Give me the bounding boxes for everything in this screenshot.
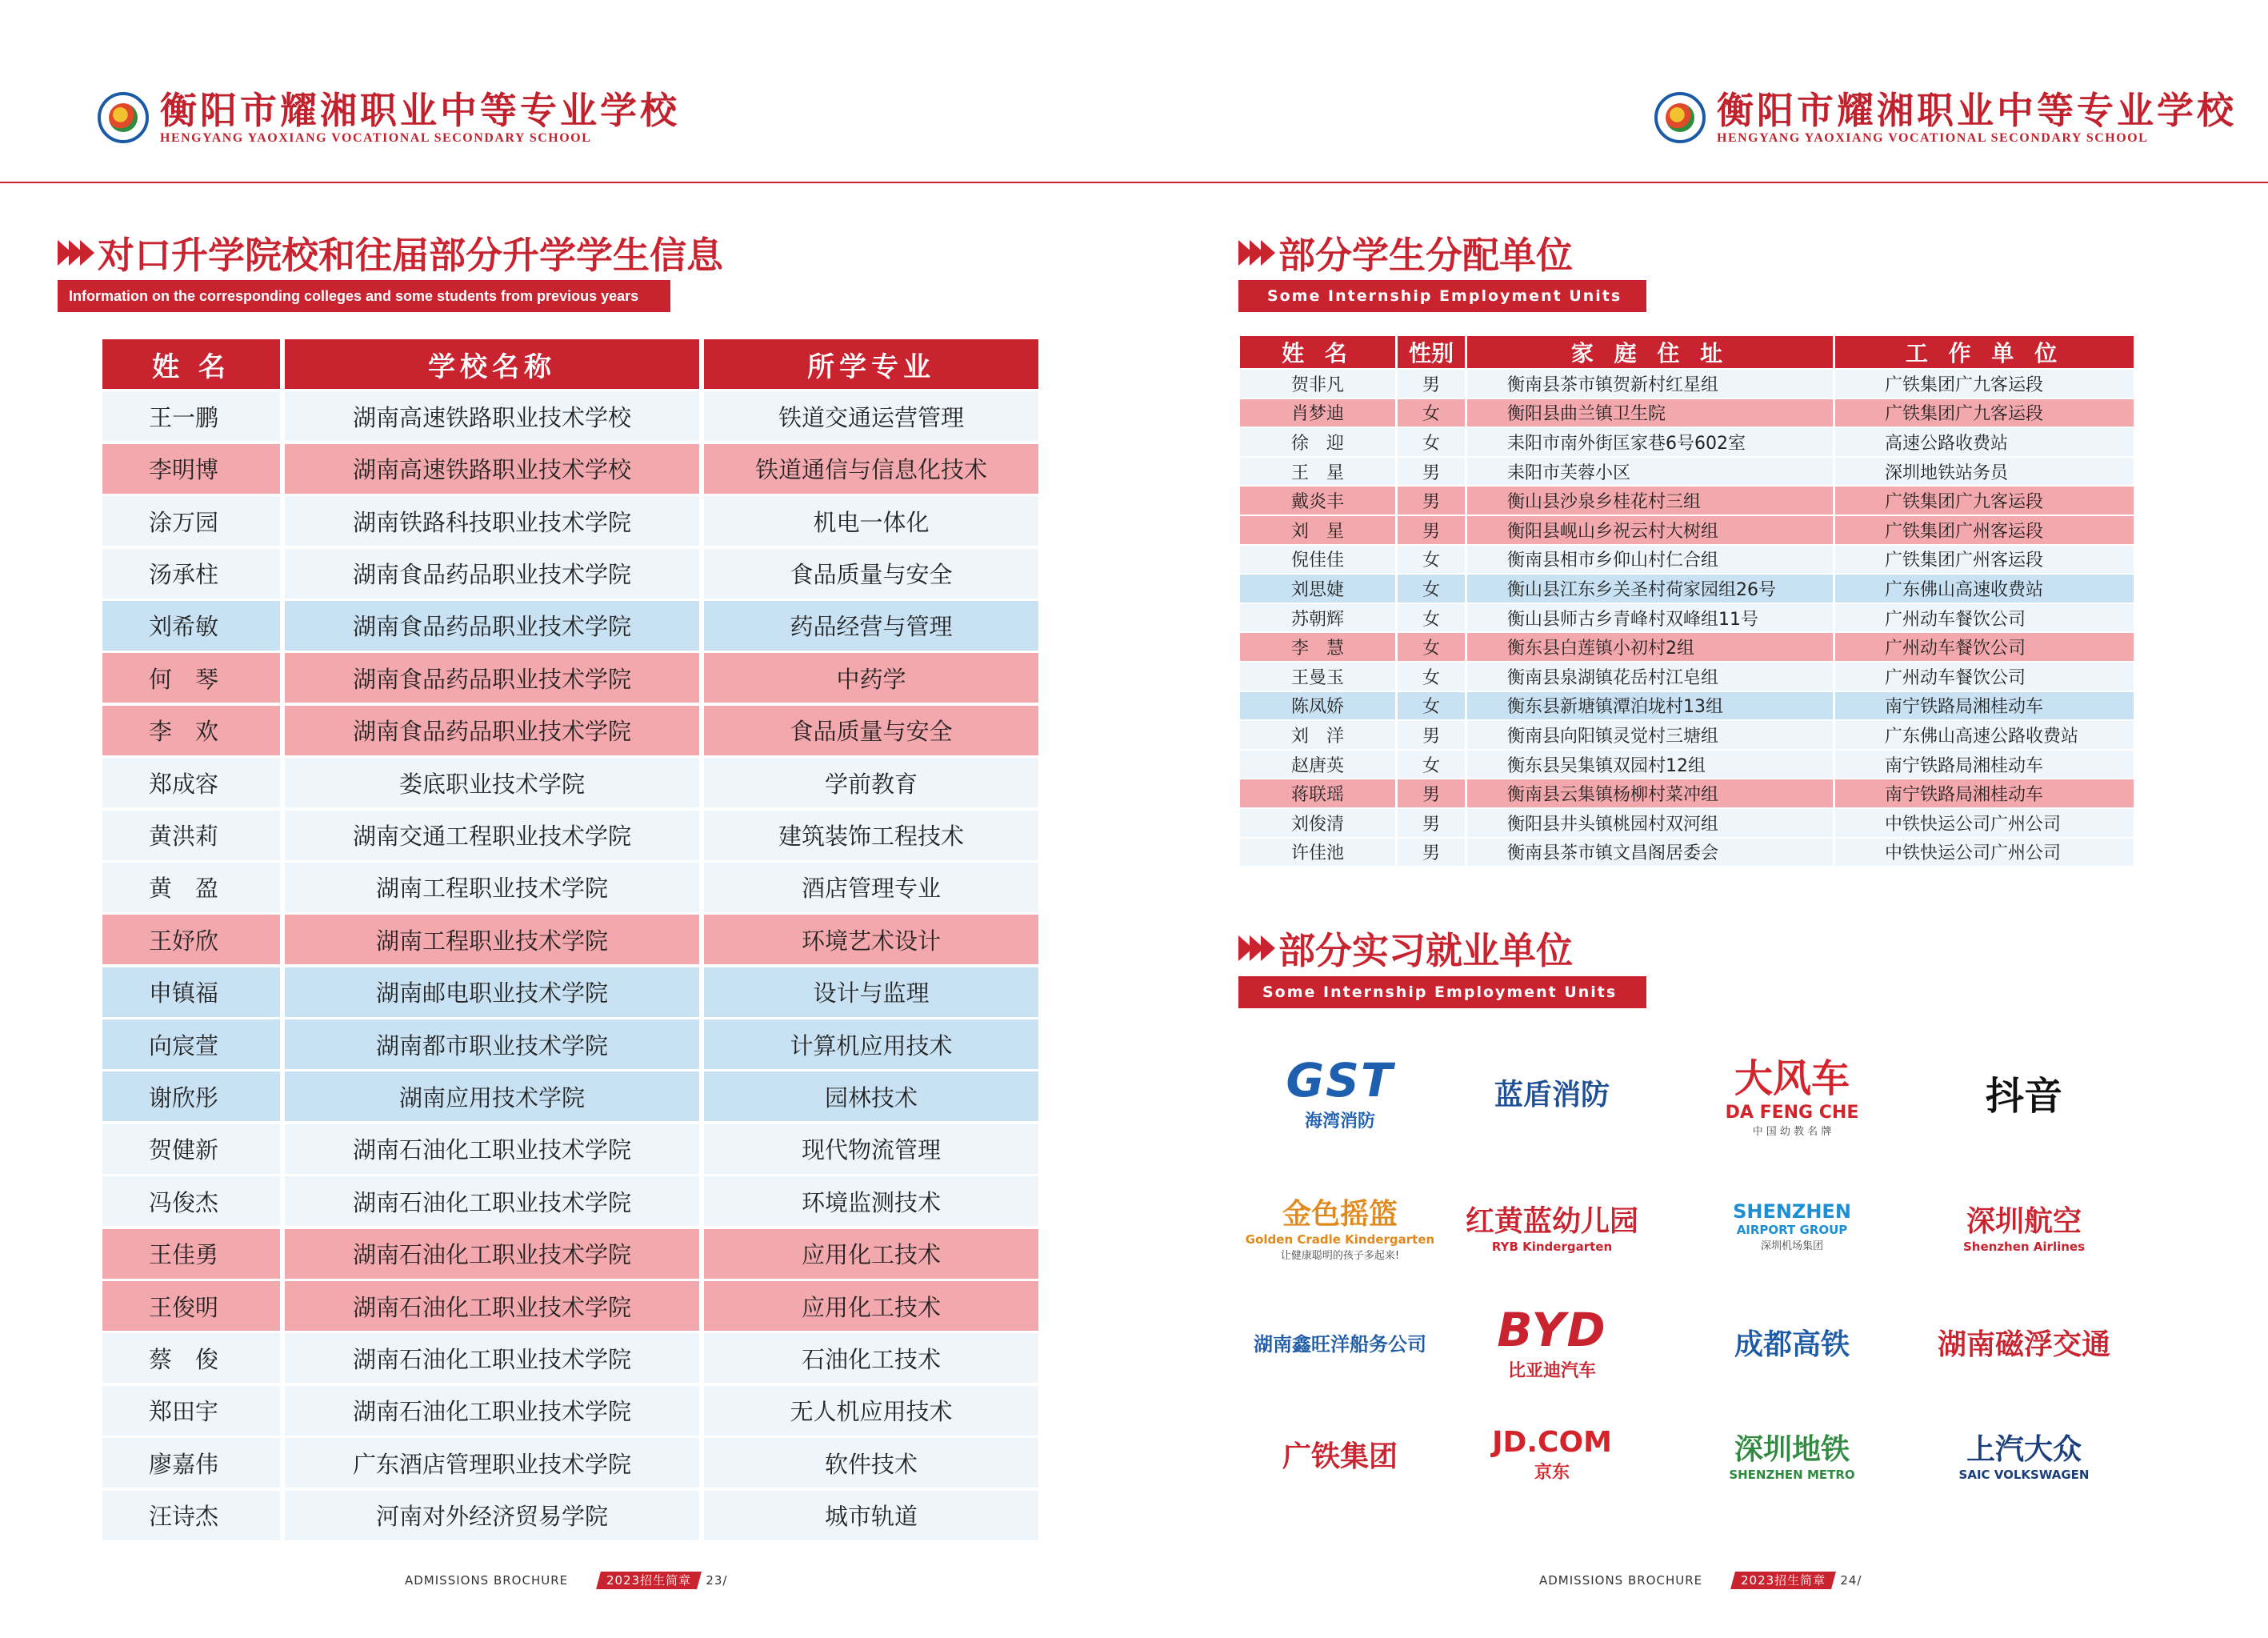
major-name: 设计与监理 [704,967,1038,1017]
table-row [1240,663,2134,691]
partner-logo-subtitle: Shenzhen Airlines [1962,1240,2086,1254]
major-name: 园林技术 [704,1071,1038,1121]
employee-gender: 女 [1398,575,1465,603]
employee-gender: 女 [1398,633,1465,661]
partner-logo-name: 大风车 [1734,1055,1850,1101]
school-name: 湖南食品药品职业技术学院 [285,549,699,599]
table-row [1240,809,2134,837]
table-row [102,549,1038,599]
table-row [102,444,1038,494]
student-admission-table [102,339,1038,1543]
table-row [1240,546,2134,574]
table-row [1240,779,2134,807]
partner-logo-name: 深圳航空 [1966,1205,2082,1238]
student-name: 何 琴 [102,653,280,703]
employee-name: 刘思婕 [1240,575,1395,603]
school-name: 湖南工程职业技术学院 [285,863,699,912]
home-address: 衡南县茶市镇贺新村红星组 [1467,370,1833,398]
table-header-row [102,339,1038,389]
school-name: 娄底职业技术学院 [285,758,699,807]
partner-logo-subtitle: 比亚迪汽车 [1507,1361,1596,1381]
employee-gender: 男 [1398,487,1465,515]
home-address: 耒阳市南外街匡家巷6号602室 [1467,428,1833,456]
work-unit: 深圳地铁站务员 [1835,458,2134,486]
partner-logo-name: 抖音 [1985,1073,2062,1119]
table-header-row [1240,336,2134,368]
table-row [1240,751,2134,779]
student-name: 谢欣彤 [102,1071,280,1121]
employee-name: 戴炎丰 [1240,487,1395,515]
right-top-section-subtitle: Some Internship Employment Units [1238,280,1646,312]
col-header-school: 学校名称 [285,339,699,389]
footer-badge-text: 2023招生简章 [1741,1573,1826,1588]
col-header-unit: 工 作 单 位 [1835,336,2134,368]
table-row [102,1229,1038,1279]
table-row [1240,487,2134,515]
school-name: 湖南工程职业技术学院 [285,915,699,964]
school-name: 湖南石油化工职业技术学院 [285,1176,699,1226]
right-top-section-title [1238,229,1573,277]
employee-name: 苏朝辉 [1240,604,1395,632]
employee-gender: 男 [1398,721,1465,749]
partner-logo [1456,1180,1648,1272]
school-emblem-icon [98,92,149,143]
partner-logo [1928,1032,2120,1152]
partner-logo-subtitle: 京东 [1534,1462,1570,1483]
major-name: 石油化工技术 [704,1333,1038,1383]
major-name: 软件技术 [704,1438,1038,1488]
header-divider [0,182,2268,183]
school-name: 湖南食品药品职业技术学院 [285,653,699,703]
partner-logo-name: 上汽大众 [1966,1433,2082,1466]
table-row [102,811,1038,860]
table-row [102,1333,1038,1383]
partner-logo-name: 成都高铁 [1734,1328,1850,1361]
partner-logo-tagline: 中 国 幼 教 名 牌 [1752,1125,1832,1138]
school-name: 湖南石油化工职业技术学院 [285,1229,699,1279]
employee-name: 赵唐英 [1240,751,1395,779]
student-name: 申镇福 [102,967,280,1017]
work-unit: 广州动车餐饮公司 [1835,633,2134,661]
table-row [102,601,1038,651]
student-name: 王一鹏 [102,391,280,441]
employee-name: 刘 洋 [1240,721,1395,749]
student-name: 李明博 [102,444,280,494]
employee-name: 李 慧 [1240,633,1395,661]
employee-name: 王曼玉 [1240,663,1395,691]
school-name: 湖南交通工程职业技术学院 [285,811,699,860]
student-name: 王俊明 [102,1281,280,1331]
student-name: 汤承柱 [102,549,280,599]
employee-gender: 男 [1398,458,1465,486]
student-name: 黄洪莉 [102,811,280,860]
major-name: 城市轨道 [704,1491,1038,1540]
partner-logo-name: 蓝盾消防 [1494,1078,1610,1111]
work-unit: 广州动车餐饮公司 [1835,604,2134,632]
work-unit: 中铁快运公司广州公司 [1835,809,2134,837]
table-row [102,706,1038,755]
partner-logo-subtitle: DA FENG CHE [1725,1102,1859,1123]
col-header-name: 姓 名 [102,339,280,389]
right-top-title-text: 部分学生分配单位 [1278,234,1573,277]
table-row [1240,692,2134,720]
work-unit: 南宁铁路局湘桂动车 [1835,779,2134,807]
footer-badge-text: 2023招生简章 [606,1573,692,1588]
home-address: 衡南县向阳镇灵觉村三塘组 [1467,721,1833,749]
double-chevron-icon [1238,935,1272,961]
employee-gender: 女 [1398,399,1465,427]
partner-logo-name: BYD [1497,1303,1607,1357]
major-name: 铁道通信与信息化技术 [704,444,1038,494]
major-name: 中药学 [704,653,1038,703]
table-row [102,863,1038,912]
major-name: 食品质量与安全 [704,706,1038,755]
school-name-cn: 衡阳市耀湘职业中等专业学校 [1717,89,2237,132]
major-name: 学前教育 [704,758,1038,807]
major-name: 环境艺术设计 [704,915,1038,964]
left-title-text: 对口升学院校和往届部分升学学生信息 [98,234,723,277]
home-address: 衡南县云集镇杨柳村菜冲组 [1467,779,1833,807]
left-section-title [58,229,723,277]
student-name: 廖嘉伟 [102,1438,280,1488]
home-address: 衡东县新塘镇潭泊垅村13组 [1467,692,1833,720]
home-address: 衡阳县曲兰镇卫生院 [1467,399,1833,427]
partner-logo [1456,1416,1648,1492]
employee-name: 徐 迎 [1240,428,1395,456]
school-name: 湖南都市职业技术学院 [285,1019,699,1069]
table-row [102,915,1038,964]
home-address: 耒阳市芙蓉小区 [1467,458,1833,486]
major-name: 现代物流管理 [704,1124,1038,1174]
right-bottom-title-text: 部分实习就业单位 [1278,929,1573,972]
partner-logo [1928,1180,2120,1272]
employee-name: 倪佳佳 [1240,546,1395,574]
table-row [1240,516,2134,544]
col-header-name: 姓 名 [1240,336,1395,368]
work-unit: 广铁集团广州客运段 [1835,516,2134,544]
partner-logo [1245,1180,1435,1272]
work-unit: 中铁快运公司广州公司 [1835,839,2134,867]
employee-gender: 男 [1398,779,1465,807]
table-row [102,1438,1038,1488]
table-row [102,967,1038,1017]
work-unit: 广铁集团广九客运段 [1835,487,2134,515]
major-name: 铁道交通运营管理 [704,391,1038,441]
major-name: 环境监测技术 [704,1176,1038,1226]
table-row [102,1176,1038,1226]
home-address: 衡南县相市乡仰山村仁合组 [1467,546,1833,574]
partner-logo [1248,1292,1432,1392]
partner-logo [1688,1032,1896,1152]
partner-logo-subtitle: SHENZHEN METRO [1729,1468,1855,1482]
partner-logo-subtitle: Golden Cradle Kindergarten [1245,1232,1435,1247]
home-address: 衡山县江东乡关圣村荷家园组26号 [1467,575,1833,603]
employee-gender: 男 [1398,839,1465,867]
home-address: 衡阳县岘山乡祝云村大树组 [1467,516,1833,544]
student-name: 郑成容 [102,758,280,807]
footer-brochure-text: ADMISSIONS BROCHURE [405,1573,569,1588]
work-unit: 南宁铁路局湘桂动车 [1835,751,2134,779]
table-row [102,1019,1038,1069]
school-name-cn: 衡阳市耀湘职业中等专业学校 [160,89,680,132]
student-name: 涂万园 [102,496,280,546]
table-row [1240,399,2134,427]
partner-logo-subtitle: AIRPORT GROUP [1736,1223,1848,1237]
footer-badge [1730,1572,1836,1589]
page-number: 24/ [1840,1573,1862,1588]
table-row [1240,428,2134,456]
footer-right [1539,1572,1862,1589]
major-name: 应用化工技术 [704,1229,1038,1279]
employee-gender: 女 [1398,428,1465,456]
work-unit: 高速公路收费站 [1835,428,2134,456]
school-logo-left [98,90,680,146]
school-name: 河南对外经济贸易学院 [285,1491,699,1540]
partner-logo-name: GST [1286,1052,1394,1107]
school-name: 湖南铁路科技职业技术学院 [285,496,699,546]
major-name: 无人机应用技术 [704,1386,1038,1436]
table-row [102,653,1038,703]
student-name: 冯俊杰 [102,1176,280,1226]
table-row [1240,458,2134,486]
work-unit: 广东佛山高速公路收费站 [1835,721,2134,749]
school-name: 湖南高速铁路职业技术学校 [285,444,699,494]
work-unit: 广州动车餐饮公司 [1835,663,2134,691]
major-name: 食品质量与安全 [704,549,1038,599]
work-unit: 广铁集团广九客运段 [1835,399,2134,427]
employee-name: 肖梦迪 [1240,399,1395,427]
right-bottom-section-subtitle: Some Internship Employment Units [1238,976,1646,1008]
partner-logo-subtitle: RYB Kindergarten [1491,1240,1613,1254]
table-row [1240,604,2134,632]
employee-name: 蒋联瑶 [1240,779,1395,807]
student-name: 刘希敏 [102,601,280,651]
work-unit: 广铁集团广州客运段 [1835,546,2134,574]
home-address: 衡山县沙泉乡桂花村三组 [1467,487,1833,515]
major-name: 计算机应用技术 [704,1019,1038,1069]
table-row [1240,370,2134,398]
partner-logo-tagline: 让健康聪明的孩子多起来! [1280,1249,1400,1262]
student-name: 郑田宇 [102,1386,280,1436]
footer-left [405,1572,727,1589]
employment-table [1240,336,2134,867]
footer-badge [596,1572,702,1589]
school-name: 湖南石油化工职业技术学院 [285,1124,699,1174]
work-unit: 南宁铁路局湘桂动车 [1835,692,2134,720]
home-address: 衡东县白莲镇小初村2组 [1467,633,1833,661]
school-name: 广东酒店管理职业技术学院 [285,1438,699,1488]
table-row [102,758,1038,807]
partner-logo-tagline: 深圳机场集团 [1760,1240,1823,1252]
footer-brochure-text: ADMISSIONS BROCHURE [1539,1573,1703,1588]
major-name: 建筑装饰工程技术 [704,811,1038,860]
home-address: 衡东县吴集镇双园村12组 [1467,751,1833,779]
employee-gender: 女 [1398,663,1465,691]
student-name: 李 欢 [102,706,280,755]
student-name: 王妤欣 [102,915,280,964]
employee-name: 刘 星 [1240,516,1395,544]
employee-name: 陈凤娇 [1240,692,1395,720]
student-name: 贺健新 [102,1124,280,1174]
major-name: 酒店管理专业 [704,863,1038,912]
employee-name: 贺非凡 [1240,370,1395,398]
student-name: 向宸萱 [102,1019,280,1069]
table-row [102,391,1038,441]
partner-logo [1928,1292,2120,1392]
partner-logo-name: 红黄蓝幼儿园 [1465,1205,1638,1238]
school-name: 湖南应用技术学院 [285,1071,699,1121]
home-address: 衡南县茶市镇文昌阁居委会 [1467,839,1833,867]
work-unit: 广东佛山高速收费站 [1835,575,2134,603]
employee-name: 许佳池 [1240,839,1395,867]
table-row [102,496,1038,546]
employee-name: 刘俊清 [1240,809,1395,837]
employee-name: 王 星 [1240,458,1395,486]
partner-logo [1456,1032,1648,1152]
home-address: 衡山县师古乡青峰村双峰组11号 [1467,604,1833,632]
school-name: 湖南石油化工职业技术学院 [285,1281,699,1331]
table-row [102,1386,1038,1436]
school-name: 湖南石油化工职业技术学院 [285,1333,699,1383]
employee-gender: 女 [1398,751,1465,779]
partner-logo-subtitle: 海湾消防 [1304,1111,1375,1131]
major-name: 药品经营与管理 [704,601,1038,651]
school-name: 湖南高速铁路职业技术学校 [285,391,699,441]
school-emblem-icon [1654,92,1706,143]
table-row [1240,575,2134,603]
double-chevron-icon [1238,240,1272,266]
right-bottom-section-title [1238,924,1573,972]
partner-logo-subtitle: SAIC VOLKSWAGEN [1958,1468,2090,1482]
school-name: 湖南石油化工职业技术学院 [285,1386,699,1436]
partner-logo-name: 金色摇篮 [1282,1197,1398,1231]
partner-logo [1688,1180,1896,1272]
partner-logo [1248,1032,1432,1152]
col-header-address: 家 庭 住 址 [1467,336,1833,368]
table-row [1240,721,2134,749]
partner-logo-name: SHENZHEN [1733,1200,1851,1223]
home-address: 衡阳县井头镇桃园村双河组 [1467,809,1833,837]
partner-logo [1928,1416,2120,1492]
student-name: 汪诗杰 [102,1491,280,1540]
school-name: 湖南食品药品职业技术学院 [285,706,699,755]
page-number: 23/ [706,1573,728,1588]
employee-gender: 男 [1398,370,1465,398]
school-name-en: HENGYANG YAOXIANG VOCATIONAL SECONDARY SCHOOL [160,131,592,145]
partner-logo [1248,1416,1432,1492]
student-name: 蔡 俊 [102,1333,280,1383]
partner-logo-name: 湖南磁浮交通 [1937,1328,2110,1361]
table-row [102,1071,1038,1121]
table-row [1240,633,2134,661]
col-header-gender: 性别 [1398,336,1465,368]
partner-logo-name: 湖南鑫旺洋船务公司 [1254,1333,1426,1356]
school-name-en: HENGYANG YAOXIANG VOCATIONAL SECONDARY SCHOOL [1717,131,2149,145]
partner-logo-name: 广铁集团 [1282,1440,1398,1473]
employee-gender: 女 [1398,604,1465,632]
partner-logo [1456,1292,1648,1392]
employee-gender: 男 [1398,516,1465,544]
school-logo-right [1654,90,2237,146]
col-header-major: 所学专业 [704,339,1038,389]
partner-logo [1688,1292,1896,1392]
employee-gender: 男 [1398,809,1465,837]
partner-logo [1688,1416,1896,1492]
table-row [102,1491,1038,1540]
left-section-subtitle: Information on the corresponding colleges and some students from previous years [58,280,670,312]
partner-logo-name: 深圳地铁 [1734,1433,1850,1466]
major-name: 机电一体化 [704,496,1038,546]
school-name: 湖南邮电职业技术学院 [285,967,699,1017]
table-row [102,1281,1038,1331]
major-name: 应用化工技术 [704,1281,1038,1331]
home-address: 衡南县泉湖镇花岳村江皂组 [1467,663,1833,691]
employee-gender: 女 [1398,546,1465,574]
table-row [1240,839,2134,867]
employee-gender: 女 [1398,692,1465,720]
partner-logo-name: JD.COM [1492,1425,1612,1459]
student-name: 黄 盈 [102,863,280,912]
school-name: 湖南食品药品职业技术学院 [285,601,699,651]
table-row [102,1124,1038,1174]
student-name: 王佳勇 [102,1229,280,1279]
double-chevron-icon [58,240,91,266]
work-unit: 广铁集团广九客运段 [1835,370,2134,398]
